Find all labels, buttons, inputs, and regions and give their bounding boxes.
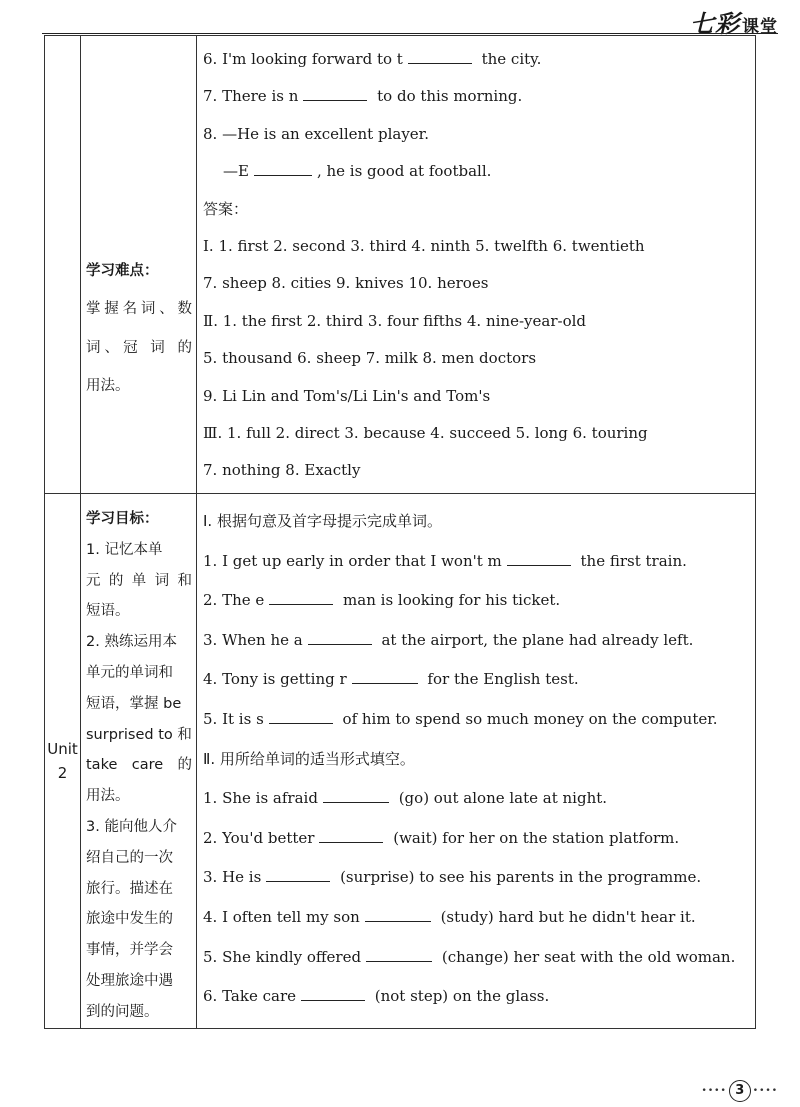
objective-line: 短语。 [86,603,130,620]
answer-blank[interactable] [352,669,418,684]
exercise-line: 8. —He is an excellent player. [203,124,429,143]
objectives-heading: 学习目标： [86,511,159,527]
exercise-cell [197,36,756,494]
brand-part2: 课堂 [742,17,778,37]
page-number-badge [702,1080,778,1102]
exercise-line: —E , he is good at football. [223,162,492,181]
answer-blank[interactable] [266,867,330,882]
exercise-cell [197,494,756,1029]
answer-blank[interactable] [308,630,372,645]
exercise-line: 2. You'd better (wait) for her on the station platform. [203,828,680,847]
answer-line: 5. thousand 6. sheep 7. milk 8. men doctors [203,349,537,368]
answer-line: 7. sheep 8. cities 9. knives 10. heroes [203,274,489,293]
exercise-line: 6. I'm looking forward to t the city. [203,50,542,68]
unit-label [45,494,81,1029]
objective-line: take care 的 [86,757,192,774]
table-row [45,36,756,494]
dots-decoration-right: •••• [752,1086,778,1096]
objective-line: surprised to 和 [86,726,192,743]
answer-blank[interactable] [507,551,571,566]
answer-blank[interactable] [303,86,367,101]
exercise-line: 7. There is n to do this morning. [203,87,523,106]
dots-decoration-left: •••• [701,1086,727,1096]
difficulty-line: 掌握名词、数 [86,301,192,317]
objective-line: 单元的单词和 [86,664,173,681]
answer-line: 7. nothing 8. Exactly [203,461,361,480]
answer-blank[interactable] [269,590,333,605]
answer-blank[interactable] [366,947,432,962]
answer-blank[interactable] [323,788,389,803]
answer-blank[interactable] [301,986,365,1001]
brand-part1: 七彩 [690,10,740,38]
difficulty-line: 用法。 [86,378,130,394]
exercise-line: 2. The e man is looking for his ticket. [203,591,561,610]
answer-blank[interactable] [319,828,383,843]
difficulty-cell [81,36,197,494]
unit-cell-empty [45,36,81,494]
objective-line: 1. 记忆本单 [86,541,163,558]
exercise-line: 6. Take care (not step) on the glass. [203,987,550,1006]
difficulty-line: 词、冠 词 的 [86,339,192,356]
exercise-line: 1. She is afraid (go) out alone late at night. [203,789,608,808]
objective-line: 3. 能向他人介 [86,818,177,835]
answer-blank[interactable] [365,907,431,922]
objective-line: 旅行。描述在 [86,880,173,897]
answer-line: Ⅲ. 1. full 2. direct 3. because 4. succeed 5. long 6. touring [203,423,648,442]
difficulty-heading: 学习难点： [86,262,159,279]
table-row [45,494,756,1029]
section-heading: Ⅱ. 用所给单词的适当形式填空。 [203,749,415,768]
answer-blank[interactable] [269,709,333,724]
page-number: 3 [729,1080,751,1102]
exercise-line: 5. It is s of him to spend so much money on the computer. [203,709,718,728]
objectives-cell [81,494,197,1029]
objective-line: 绍自己的一次 [86,849,173,866]
header-rule [42,33,778,34]
answer-line: Ⅱ. 1. the first 2. third 3. four fifths 4. nine-year-old [203,311,586,330]
exercise-line: 1. I get up early in order that I won't m the first train. [203,551,687,570]
answer-blank[interactable] [254,161,312,176]
exercise-line: 4. I often tell my son (study) hard but he didn't hear it. [203,907,696,926]
exercise-line: 3. He is (surprise) to see his parents in the programme. [203,868,702,887]
unit-number: 2 [57,763,68,782]
lesson-table [44,35,756,1029]
section-heading: Ⅰ. 根据句意及首字母提示完成单词。 [203,512,442,530]
objective-line: 旅途中发生的 [86,911,173,928]
objective-line: 事情，并学会 [86,942,173,959]
objective-line: 处理旅途中遇 [86,972,173,989]
objective-line: 元 的 单 词 和 [86,572,192,589]
answer-line: 9. Li Lin and Tom's/Li Lin's and Tom's [203,386,491,405]
exercise-line: 5. She kindly offered (change) her seat with the old woman. [203,947,736,966]
exercise-line: 3. When he a at the airport, the plane had already left. [203,630,694,649]
objective-line: 到的问题。 [86,1003,159,1020]
objective-line: 用法。 [86,788,130,805]
objective-line: 2. 熟练运用本 [86,634,177,651]
answer-heading: 答案： [203,199,249,218]
exercise-line: 4. Tony is getting r for the English test. [203,670,579,689]
unit-word: Unit [47,739,78,758]
answer-blank[interactable] [408,49,472,64]
answer-line: Ⅰ. 1. first 2. second 3. third 4. ninth 5. twelfth 6. twentieth [203,236,645,255]
objective-line: 短语，掌握 be [86,695,182,712]
